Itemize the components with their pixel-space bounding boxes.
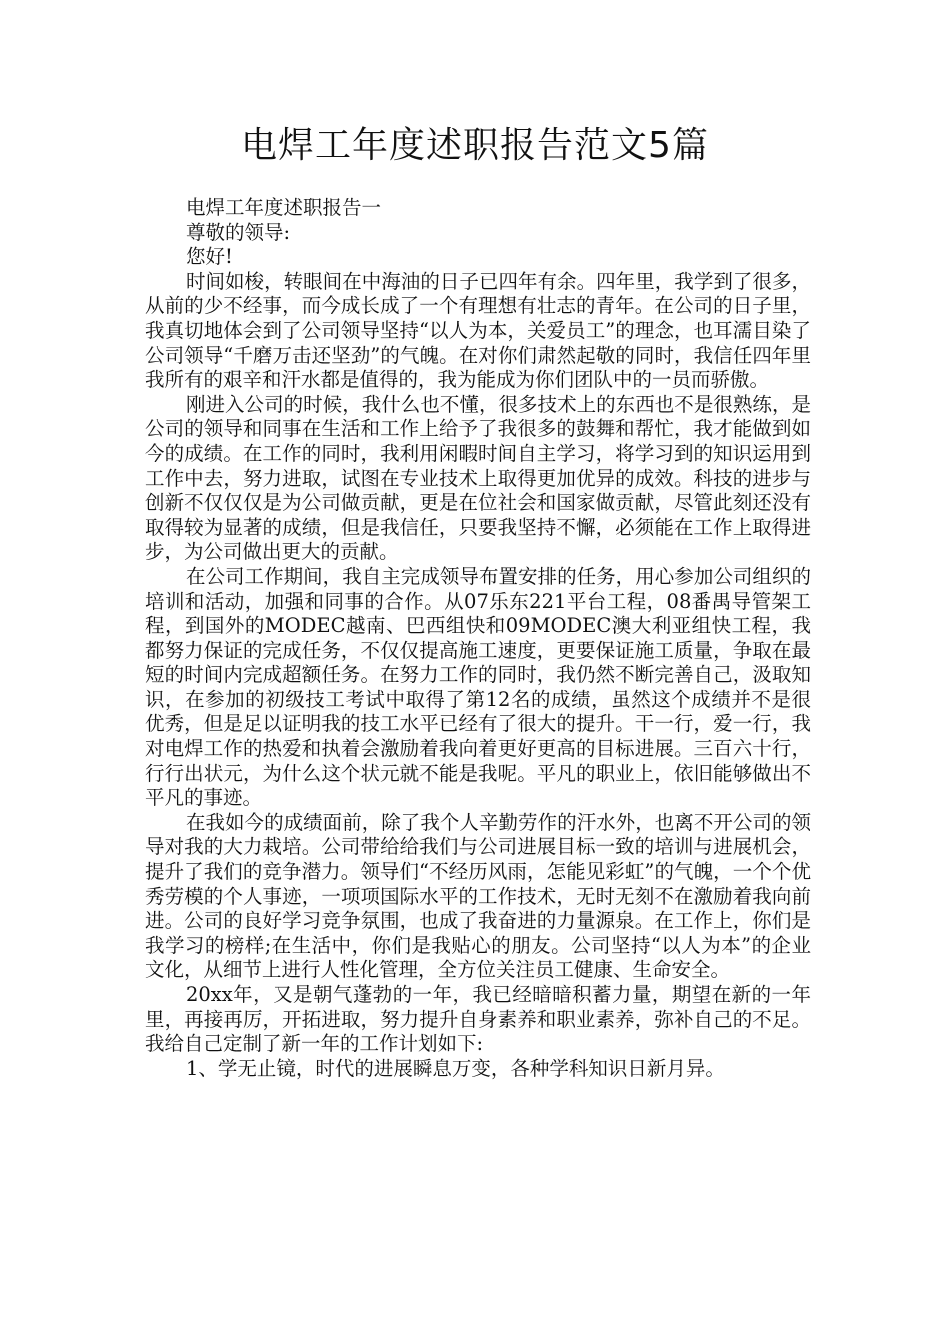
plan-item-1: 1、学无止镜，时代的进展瞬息万变，各种学科知识日新月异。 [185, 1056, 725, 1080]
document-body [145, 196, 811, 1081]
paragraph-gratitude: 在我如今的成绩面前，除了我个人辛勤劳作的汗水外，也离不开公司的领导对我的大力栽培。公司带给给我们与公司进展目标一致的培训与进展机会，提升了我们的竞争潜力。领导们“不经历风雨，怎能见彩虹”的气魄，一个个优秀劳模的个人事迹，一项项国际水平的工作技术，无时无刻不在激励着我向前进。公司的良好学习竞争氛围，也成了我奋进的力量源泉。在工作上，你们是我学习的榜样;在生活中，你们是我贴心的朋友。公司坚持“以人为本”的企业文化，从细节上进行人性化管理，全方位关注员工健康、生命安全。 [145, 810, 811, 982]
greeting: 您好! [185, 245, 233, 269]
document-title: 电焊工年度述职报告范文5篇 [241, 125, 709, 166]
paragraph-learning: 刚进入公司的时候，我什么也不懂，很多技术上的东西也不是很熟练，是公司的领导和同事在生活和工作上给予了我很多的鼓舞和帮忙，我才能做到如今的成绩。在工作的同时，我利用闲暇时间自主学习，将学习到的知识运用到工作中去，努力进取，试图在专业技术上取得更加优异的成效。科技的进步与创新不仅仅仅是为公司做贡献，更是在位社会和国家做贡献，尽管此刻还没有取得较为显著的成绩，但是我信任，只要我坚持不懈，必须能在工作上取得进步，为公司做出更大的贡献。 [145, 392, 811, 564]
paragraph-new-year: 20xx年，又是朝气蓬勃的一年，我已经暗暗积蓄力量，期望在新的一年里，再接再厉，开拓进取，努力提升自身素养和职业素养，弥补自己的不足。我给自己定制了新一年的工作计划如下: [145, 983, 811, 1056]
paragraph-intro: 时间如梭，转眼间在中海油的日子已四年有余。四年里，我学到了很多，从前的少不经事，而今成长成了一个有理想有壮志的青年。在公司的日子里，我真切地体会到了公司领导坚持“以人为本，关爱员工”的理念，也耳濡目染了公司领导“千磨万击还坚劲”的气魄。在对你们肃然起敬的同时，我信任四年里我所有的艰辛和汗水都是值得的，我为能成为你们团队中的一员而骄傲。 [145, 269, 811, 392]
salutation: 尊敬的领导: [185, 220, 291, 244]
paragraph-work-period: 在公司工作期间，我自主完成领导布置安排的任务，用心参加公司组织的培训和活动，加强和同事的合作。从07乐东221平台工程，08番禺导管架工程，到国外的MODEC越南、巴西组快和09MODEC澳大利亚组快工程，我都努力保证的完成任务，不仅仅提高施工速度，更要保证施工质量，争取在最短的时间内完成超额任务。在努力工作的同时，我仍然不断完善自己，汲取知识，在参加的初级技工考试中取得了第12名的成绩，虽然这个成绩并不是很优秀，但是足以证明我的技工水平已经有了很大的提升。干一行，爱一行，我对电焊工作的热爱和执着会激励着我向着更好更高的目标进展。三百六十行，行行出状元，为什么这个状元就不能是我呢。平凡的职业上，依旧能够做出不平凡的事迹。 [145, 564, 811, 810]
section-heading: 电焊工年度述职报告一 [185, 196, 381, 219]
